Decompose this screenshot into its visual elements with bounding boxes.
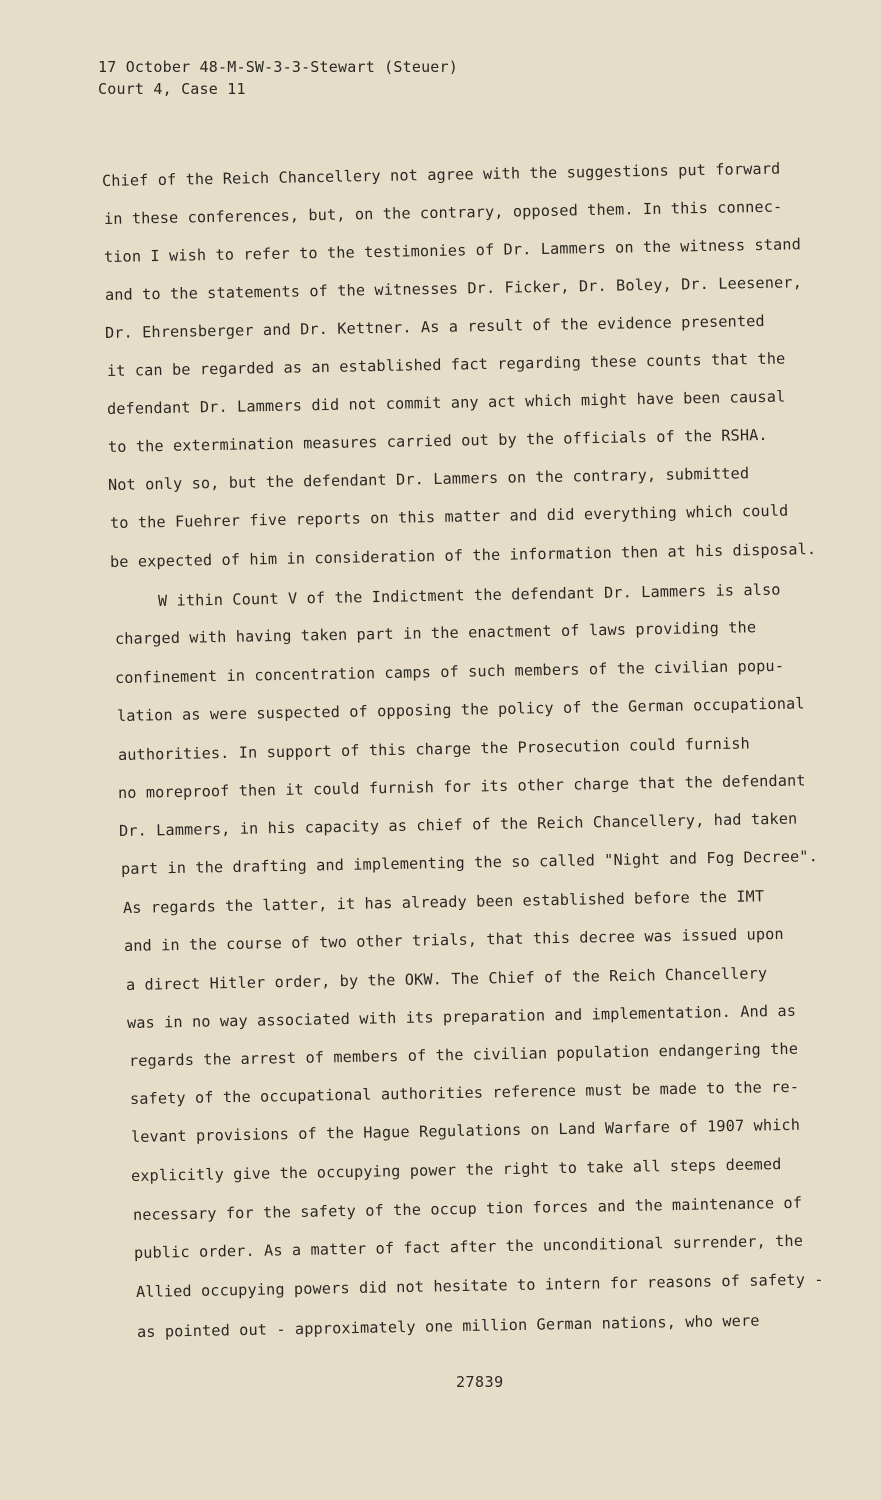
text-line: regards the arrest of members of the civilian population endangering the (128, 1039, 799, 1070)
header-line-2: Court 4, Case 11 (98, 80, 246, 98)
text-line: and in the course of two other trials, that this decree was issued upon (123, 924, 784, 955)
text-line: necessary for the safety of the occup tion forces and the maintenance of (132, 1193, 803, 1224)
text-line: explicitly give the occupying power the right to take all steps deemed (130, 1155, 782, 1185)
text-line: Chief of the Reich Chancellery not agree with the suggestions put forward (101, 159, 781, 190)
text-line: no moreproof then it could furnish for its other charge that the defendant (117, 771, 806, 802)
text-line: be expected of him in consideration of the information then at his disposal. (109, 540, 817, 571)
text-line: defendant Dr. Lammers did not commit any act which might have been causal (106, 387, 786, 418)
text-line: was in no way associated with its preparation and implementation. And as (126, 1001, 797, 1032)
text-line: As regards the latter, it has already been established before the IMT (122, 887, 765, 917)
text-line: and to the statements of the witnesses Dr. Ficker, Dr. Boley, Dr. Leesener, (104, 273, 803, 304)
text-line: W ithin Count V of the Indictment the defendant Dr. Lammers is also (157, 580, 781, 610)
text-line: in these conferences, but, on the contrary, opposed them. In this connec- (103, 197, 783, 228)
text-line: to the Fuehrer five reports on this matter and did everything which could (109, 501, 789, 532)
text-line: lation as were suspected of opposing the policy of the German occupational (116, 694, 805, 725)
text-line: Allied occupying powers did not hesitate to intern for reasons of safety - (135, 1270, 824, 1301)
text-line: Dr. Lammers, in his capacity as chief of the Reich Chancellery, had taken (118, 809, 798, 840)
text-line: tion I wish to refer to the testimonies of Dr. Lammers on the witness stand (103, 235, 802, 266)
text-line: confinement in concentration camps of such members of the civilian popu- (114, 656, 785, 687)
text-line: authorities. In support of this charge the Prosecution could furnish (117, 734, 751, 764)
text-line: public order. As a matter of fact after the unconditional surrender, the (133, 1231, 804, 1262)
page-number: 27839 (456, 1373, 504, 1391)
text-line: a direct Hitler order, by the OKW. The Chief of the Reich Chancellery (125, 964, 768, 994)
text-line: it can be regarded as an established fact regarding these counts that the (106, 349, 786, 380)
header-line-1: 17 October 48-M-SW-3-3-Stewart (Steuer) (98, 58, 458, 76)
text-line: Dr. Ehrensberger and Dr. Kettner. As a result of the evidence presented (104, 311, 765, 342)
text-line: Not only so, but the defendant Dr. Lammers on the contrary, submitted (107, 464, 750, 494)
text-line: levant provisions of the Hague Regulations on Land Warfare of 1907 which (130, 1115, 801, 1146)
text-line: safety of the occupational authorities reference must be made to the re- (129, 1077, 800, 1108)
text-line: to the extermination measures carried out by the officials of the RSHA. (107, 425, 768, 456)
text-line: part in the drafting and implementing the so called "Night and Fog Decree". (120, 847, 819, 878)
text-line: charged with having taken part in the enactment of laws providing the (114, 618, 757, 648)
text-line: as pointed out - approximately one million German nations, who were (136, 1311, 760, 1341)
